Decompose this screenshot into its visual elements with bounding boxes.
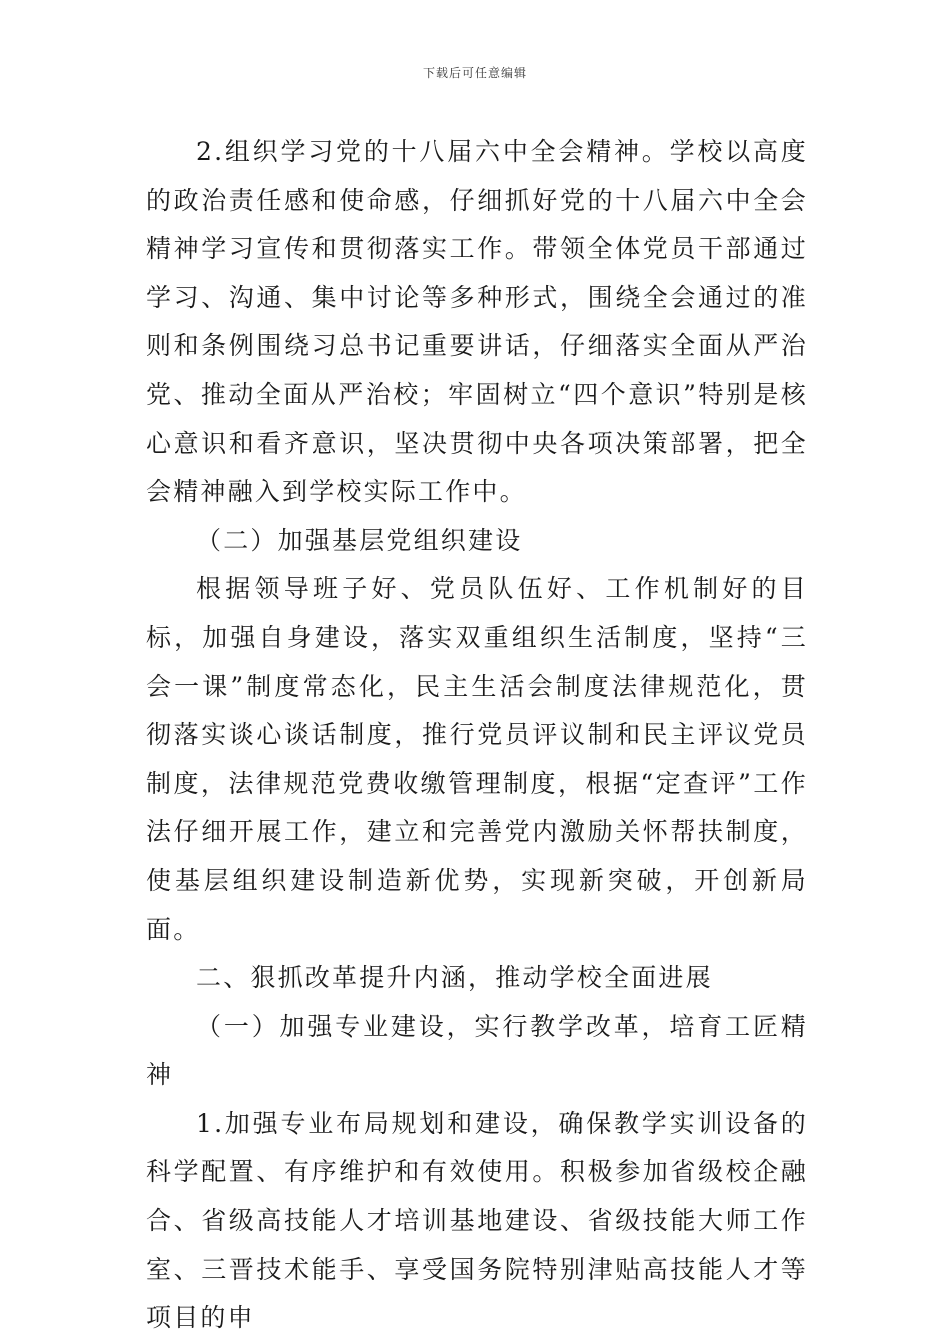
- section-heading-reform: 二、狠抓改革提升内涵，推动学校全面进展: [196, 963, 713, 993]
- paragraph-study-plenum: 2.组织学习党的十八届六中全会精神。学校以高度的政治责任感和使命感，仔细抓好党的十八届六中全会精神学习宣传和贯彻落实工作。带领全体党员干部通过学习、沟通、集中讨论等多种形式，围绕全会通过的准则和条例围绕习总书记重要讲话，仔细落实全面从严治党、推动全面从严治校；牢固树立“四个意识”特别是核心意识和看齐意识，坚决贯彻中央各项决策部署，把全会精神融入到学校实际工作中。: [146, 137, 808, 507]
- page-header-note: 下载后可任意编辑: [422, 66, 527, 80]
- section-heading-party-building: （二）加强基层党组织建设: [196, 525, 523, 555]
- section-heading-specialty-building: （一）加强专业建设，实行教学改革，培育工匠精神: [146, 1011, 808, 1090]
- paragraph-party-building: 根据领导班子好、党员队伍好、工作机制好的目标，加强自身建设，落实双重组织生活制度，坚持“三会一课”制度常态化，民主生活会制度法律规范化，贯彻落实谈心谈话制度，推行党员评议制和民主评议党员制度，法律规范党费收缴管理制度，根据“定查评”工作法仔细开展工作，建立和完善党内激励关怀帮扶制度，使基层组织建设制造新优势，实现新突破，开创新局面。: [146, 574, 808, 944]
- paragraph-specialty-layout: 1.加强专业布局规划和建设，确保教学实训设备的科学配置、有序维护和有效使用。积极参加省级校企融合、省级高技能人才培训基地建设、省级技能大师工作室、三晋技术能手、享受国务院特别津贴高技能人才等项目的申: [146, 1108, 808, 1333]
- document-body: [146, 128, 808, 1343]
